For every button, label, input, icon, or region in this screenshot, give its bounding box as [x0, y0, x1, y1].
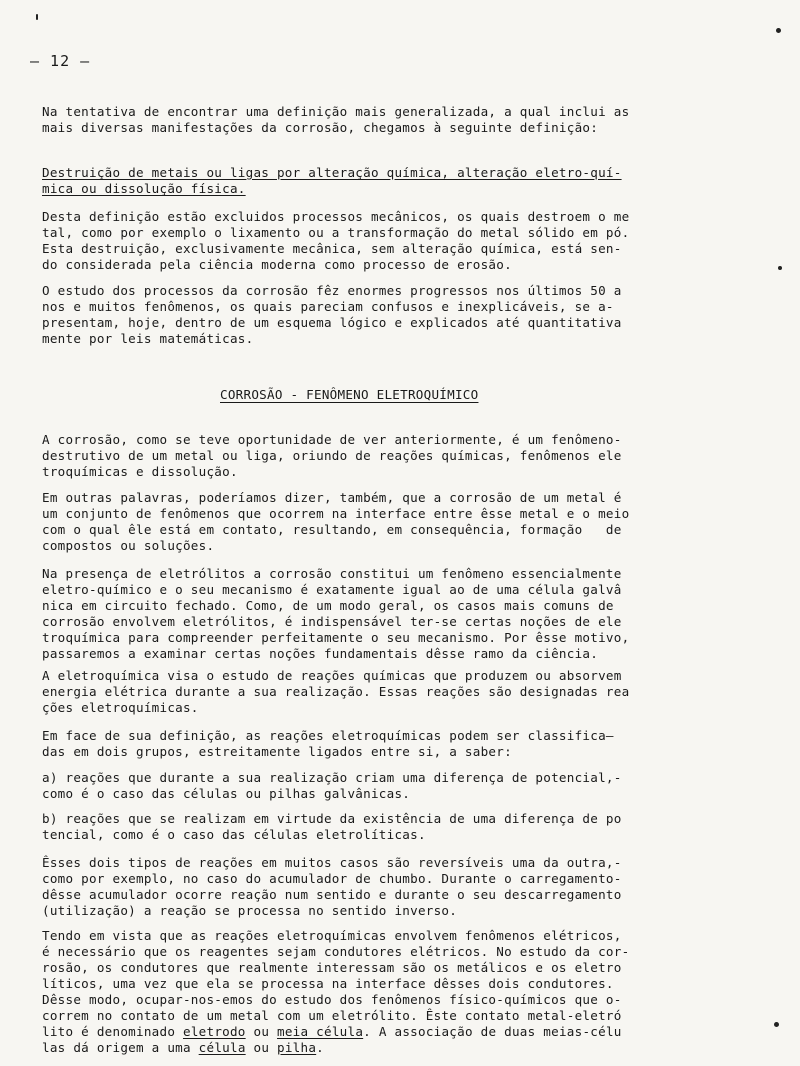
- paragraph-reversible: Êsses dois tipos de reações em muitos casos são reversíveis uma da outra,- como por exemplo, no caso do acumulador de chumbo. Durante o carregamento- dêsse acumulador ocorre reação num sentido e durante o seu descarregamento (utilização) a reação se processa no sentido inverso.: [42, 855, 622, 918]
- list-item-a: a) reações que durante a sua realização criam uma diferença de potencial,- como é o caso das células ou pilhas galvânicas.: [42, 770, 622, 801]
- paragraph-electrochemistry: A eletroquímica visa o estudo de reações químicas que produzem ou absorvem energia elétrica durante a sua realização. Essas reações são designadas rea ções eletroquímicas.: [42, 668, 630, 715]
- paragraph-conductors: [42, 928, 762, 1056]
- term-celula: célula: [198, 1040, 246, 1055]
- conductors-text: Tendo em vista que as reações eletroquímicas envolvem fenômenos elétricos, é necessário que os reagentes sejam condutores elétricos. No estudo da cor- rosão, os condutores que realmente interessam são os metálicos e os eletro líticos, uma vez que ela se processa na interface dêsses dois condutores. Dêsse modo, ocupar-nos-emos do estudo dos fenômenos físico-químicos que o- correm no contato de um metal com um eletrólito. Êste contato metal-eletró lito é denominado: [42, 928, 630, 1039]
- section-heading: CORROSÃO - FENÔMENO ELETROQUÍMICO: [220, 387, 479, 402]
- term-pilha: pilha: [277, 1040, 317, 1055]
- intro-paragraph: Na tentativa de encontrar uma definição mais generalizada, a qual inclui as mais diversas manifestações da corrosão, chegamos à seguinte definição:: [42, 104, 630, 135]
- paragraph-corrosion-destructive: A corrosão, como se teve oportunidade de ver anteriormente, é um fenômeno- destrutivo de um metal ou liga, oriundo de reações químicas, fenômenos ele troquímicas e dissolução.: [42, 432, 622, 479]
- page-number: — 12 —: [30, 52, 91, 70]
- scan-speck: [776, 28, 781, 33]
- connector-ou: ou: [245, 1024, 277, 1039]
- scan-speck: [36, 14, 38, 20]
- scan-speck: [774, 1022, 779, 1027]
- paragraph-electrolytes: Na presença de eletrólitos a corrosão constitui um fenômeno essencialmente eletro-químico e o seu mecanismo é exatamente igual ao de uma célula galvâ nica em circuito fechado. Como, de um modo geral, os casos mais comuns de corrosão envolvem eletrólitos, é indispensável ter-se certas noções de ele troquímica para compreender perfeitamente o seu mecanismo. Por êsse motivo, passaremos a examinar certas noções fundamentais dêsse ramo da ciência.: [42, 566, 630, 661]
- scan-speck: [778, 266, 782, 270]
- connector-ou: ou: [245, 1040, 277, 1055]
- list-item-b: b) reações que se realizam em virtude da existência de uma diferença de po tencial, como é o caso das células eletrolíticas.: [42, 811, 622, 842]
- exclusion-paragraph: Desta definição estão excluidos processos mecânicos, os quais destroem o me tal, como por exemplo o lixamento ou a transformação do metal sólido em pó. Esta destruição, exclusivamente mecânica, sem alteração química, está sen- do considerada pela ciência moderna como processo de erosão.: [42, 209, 630, 272]
- term-eletrodo: eletrodo: [182, 1024, 246, 1039]
- progress-paragraph: O estudo dos processos da corrosão fêz enormes progressos nos últimos 50 a nos e muitos fenômenos, os quais pareciam confusos e inexplicáveis, se a- presentam, hoje, dentro de um esquema lógico e explicados até quantitativa mente por leis matemáticas.: [42, 283, 622, 346]
- paragraph-classification: Em face de sua definição, as reações eletroquímicas podem ser classifica— das em dois grupos, estreitamente ligados entre si, a saber:: [42, 728, 614, 759]
- corrosion-definition: Destruição de metais ou ligas por alteração química, alteração eletro-quí- mica ou dissolução física.: [42, 165, 622, 196]
- paragraph-interface: Em outras palavras, poderíamos dizer, também, que a corrosão de um metal é um conjunto de fenômenos que ocorrem na interface entre êsse metal e o meio com o qual êle está em contato, resultando, em consequência, formação de compostos ou soluções.: [42, 490, 630, 553]
- conductors-text-continued: . A associação de duas meias-célu las dá origem a uma: [42, 1024, 622, 1055]
- term-meia-celula: meia célula: [277, 1024, 364, 1039]
- conductors-text-end: .: [316, 1040, 325, 1055]
